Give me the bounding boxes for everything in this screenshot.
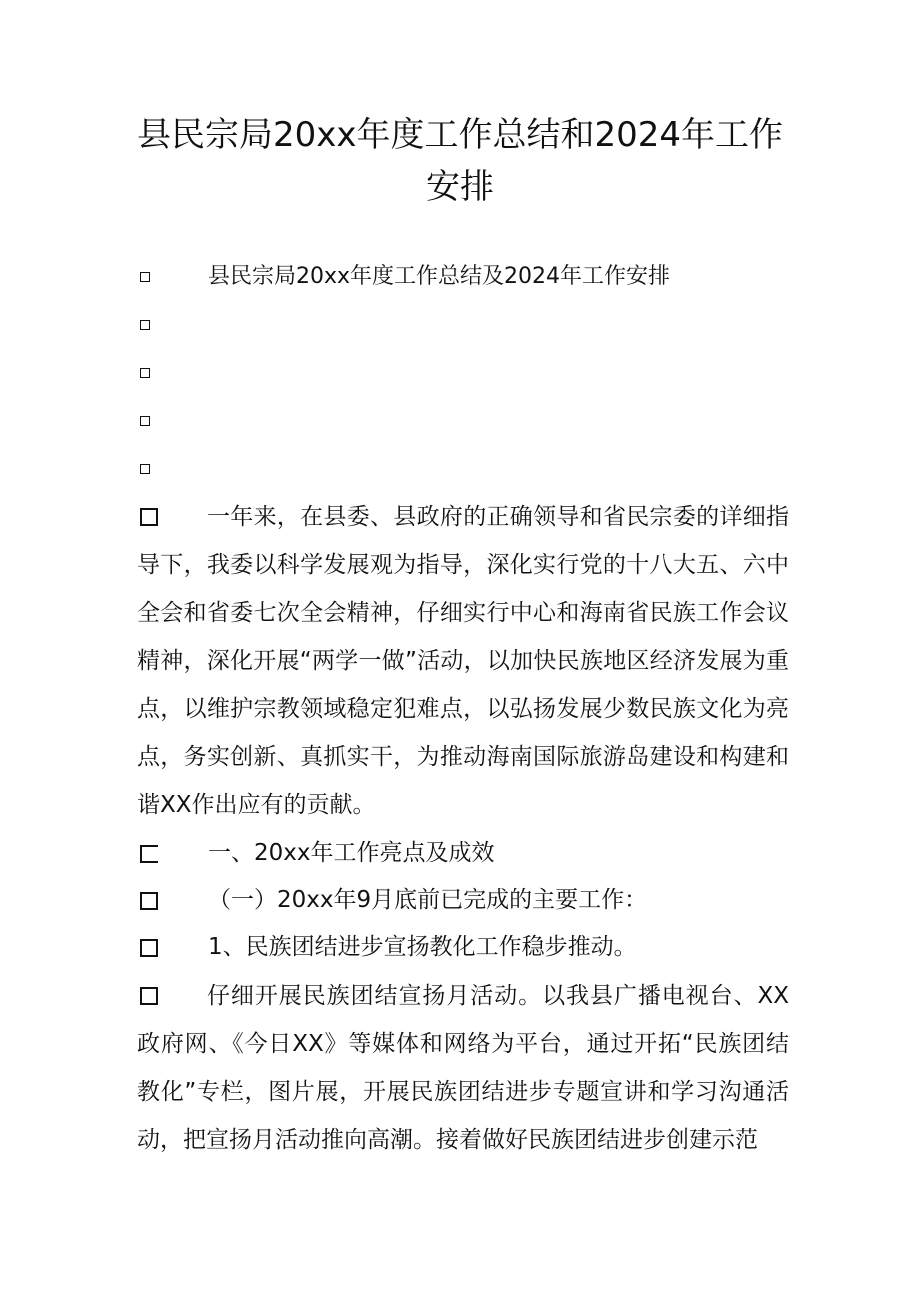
section-1-heading: 一、20xx年工作亮点及成效 [208,840,495,866]
checkbox-marker-icon [140,987,158,1005]
intro-paragraph-text: 一年来，在县委、县政府的正确领导和省民宗委的详细指导下，我委以科学发展观为指导，深化实行党的十八大五、六中全会和省委七次全会精神，仔细实行中心和海南省民族工作会议精神，深化开展“两学一做”活动，以加快民族地区经济发展为重点，以维护宗教领域稳定犯难点，以弘扬发展少数民族文化为亮点，务实创新、真抓实干，为推动海南国际旅游岛建设和构建和谐XX作出应有的贡献。 [137,504,789,818]
bullet-marker-icon [140,368,150,378]
subsection-1-heading: （一）20xx年9月底前已完成的主要工作： [208,887,648,913]
bullet-marker-icon [140,464,150,474]
checkbox-marker-icon [140,939,158,957]
item-1-paragraph-text: 仔细开展民族团结宣扬月活动。以我县广播电视台、XX政府网、《今日XX》等媒体和网络为平台，通过开拓“民族团结教化”专栏，图片展，开展民族团结进步专题宣讲和学习沟通活动，把宣扬月活动推向高潮。接着做好民族团结进步创建示范 [137,983,789,1153]
item-1-paragraph [137,972,789,1164]
intro-paragraph [137,493,789,829]
document-title-line-1: 县民宗局20xx年度工作总结和2024年工作 [136,115,784,155]
bullet-marker-icon [140,272,150,282]
item-1-heading: 1、民族团结进步宣扬教化工作稳步推动。 [208,934,637,960]
toc-heading: 县民宗局20xx年度工作总结及2024年工作安排 [208,264,671,289]
document-title-line-2: 安排 [426,167,494,207]
checkbox-marker-icon [140,892,158,910]
checkbox-marker-icon [140,508,158,526]
bracket-marker-icon [140,845,158,863]
bullet-marker-icon [140,416,150,426]
bullet-marker-icon [140,320,150,330]
